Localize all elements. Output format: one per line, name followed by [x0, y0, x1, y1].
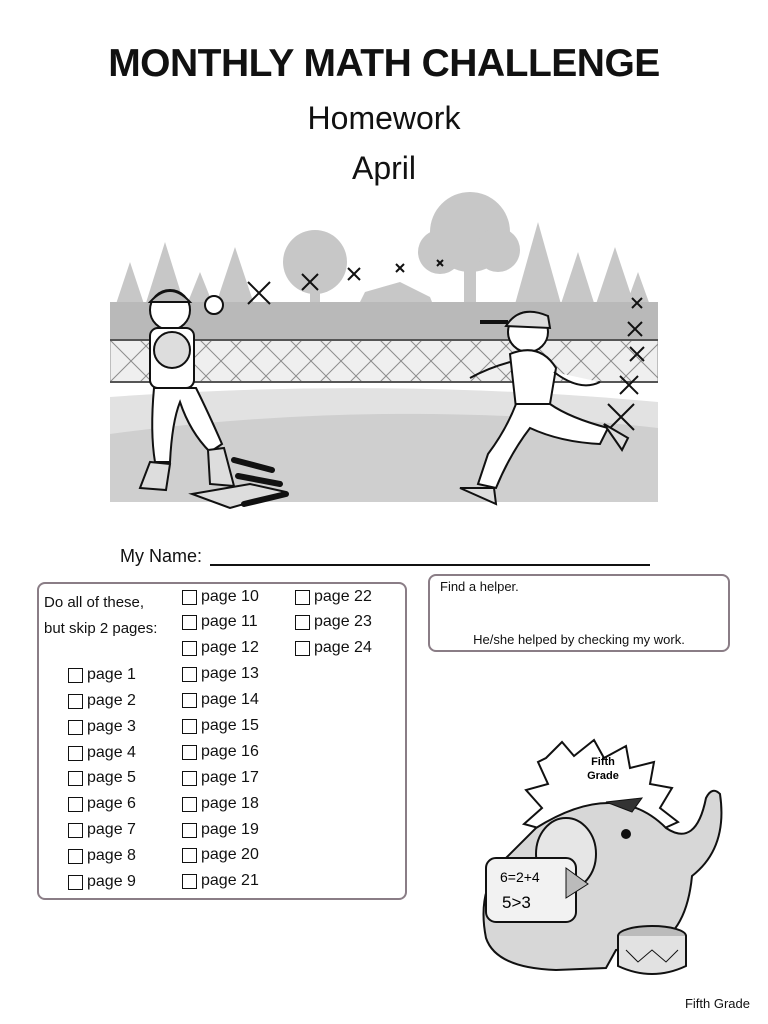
checklist-item-page-21[interactable] [182, 871, 259, 891]
checklist-item-label: page 7 [87, 821, 136, 838]
helper-note: He/she helped by checking my work. [473, 632, 685, 647]
checkbox[interactable] [68, 823, 83, 838]
checkbox[interactable] [68, 668, 83, 683]
checkbox[interactable] [68, 771, 83, 786]
checklist-item-page-5[interactable] [68, 768, 136, 788]
checklist-item-page-18[interactable] [182, 794, 259, 814]
checklist-item-page-8[interactable] [68, 846, 136, 866]
checklist-instruction-line1: Do all of these, [44, 594, 145, 611]
checkbox[interactable] [182, 823, 197, 838]
checkbox[interactable] [68, 797, 83, 812]
name-row [120, 546, 660, 570]
helper-prompt: Find a helper. [440, 579, 519, 594]
checklist-item-page-3[interactable] [68, 717, 136, 737]
checklist-instruction-line2: but skip 2 pages: [44, 620, 158, 637]
checklist-item-label: page 15 [201, 717, 259, 734]
page-title: MONTHLY MATH CHALLENGE [108, 42, 660, 85]
checklist-item-label: page 11 [201, 613, 258, 630]
checkbox[interactable] [182, 797, 197, 812]
checkbox[interactable] [68, 746, 83, 761]
checklist-item-page-24[interactable] [295, 638, 372, 658]
checklist-item-page-12[interactable] [182, 638, 259, 658]
baseball-icon [205, 296, 223, 314]
checkbox[interactable] [182, 719, 197, 734]
checklist-item-label: page 1 [87, 666, 136, 683]
checklist-item-label: page 3 [87, 718, 136, 735]
checklist-item-label: page 9 [87, 873, 136, 890]
checklist-item-page-1[interactable] [68, 665, 136, 685]
checklist-item-page-7[interactable] [68, 820, 136, 840]
checklist-item-label: page 14 [201, 691, 259, 708]
checklist-item-page-9[interactable] [68, 872, 136, 892]
sign-line1: 6=2+4 [500, 869, 540, 885]
checklist-item-label: page 20 [201, 846, 259, 863]
checklist-item-label: page 23 [314, 613, 372, 630]
page-subtitle: Homework [307, 100, 461, 136]
checklist-item-page-17[interactable] [182, 768, 259, 788]
checklist-item-label: page 18 [201, 795, 259, 812]
helper-signature-box[interactable] [428, 574, 730, 652]
checklist-item-label: page 16 [201, 743, 259, 760]
checklist-item-label: page 12 [201, 639, 259, 656]
checklist-item-page-22[interactable] [295, 587, 372, 607]
checklist-item-label: page 4 [87, 744, 136, 761]
checklist-item-label: page 13 [201, 665, 259, 682]
checkbox[interactable] [68, 875, 83, 890]
name-input-line[interactable] [210, 564, 650, 566]
checklist-item-label: page 17 [201, 769, 259, 786]
checkbox[interactable] [68, 694, 83, 709]
badge-line1: Fifth [591, 756, 615, 768]
checklist-item-page-19[interactable] [182, 820, 259, 840]
checklist-item-label: page 10 [201, 588, 259, 605]
checklist-item-page-15[interactable] [182, 716, 259, 736]
checklist-item-page-13[interactable] [182, 664, 259, 684]
checklist-item-label: page 2 [87, 692, 136, 709]
month-label: April [351, 150, 416, 186]
checkbox[interactable] [68, 849, 83, 864]
checkbox[interactable] [182, 745, 197, 760]
checkbox[interactable] [182, 667, 197, 682]
checklist-item-label: page 6 [87, 795, 136, 812]
checkbox[interactable] [182, 615, 197, 630]
checklist-item-page-4[interactable] [68, 743, 136, 763]
badge-line2: Grade [587, 770, 619, 782]
math-sign [486, 858, 576, 922]
checklist-item-label: page 19 [201, 821, 259, 838]
checkbox[interactable] [182, 874, 197, 889]
grade-footer: Fifth Grade [684, 996, 750, 1011]
checklist-item-label: page 8 [87, 847, 136, 864]
checkbox[interactable] [182, 590, 197, 605]
checklist-item-page-14[interactable] [182, 690, 259, 710]
checklist-item-page-20[interactable] [182, 845, 259, 865]
checklist-item-page-10[interactable] [182, 587, 259, 607]
checkbox[interactable] [182, 848, 197, 863]
checklist-item-label: page 24 [314, 639, 372, 656]
checklist-item-page-11[interactable] [182, 612, 258, 632]
checklist-item-page-2[interactable] [68, 691, 136, 711]
checklist-item-label: page 21 [201, 872, 259, 889]
baseball-scene-illustration [110, 192, 658, 522]
checkbox[interactable] [182, 771, 197, 786]
checkbox[interactable] [68, 720, 83, 735]
sign-line2: 5>3 [502, 893, 531, 912]
name-label: My Name: [120, 546, 203, 566]
checkbox[interactable] [295, 641, 310, 656]
checklist-item-page-6[interactable] [68, 794, 136, 814]
checkbox[interactable] [295, 615, 310, 630]
checklist-item-label: page 22 [314, 588, 372, 605]
elephant-mascot-illustration [466, 738, 736, 983]
checkbox[interactable] [182, 693, 197, 708]
checklist-item-page-16[interactable] [182, 742, 259, 762]
checkbox[interactable] [295, 590, 310, 605]
checkbox[interactable] [182, 641, 197, 656]
checklist-item-page-23[interactable] [295, 612, 372, 632]
checklist-item-label: page 5 [87, 769, 136, 786]
